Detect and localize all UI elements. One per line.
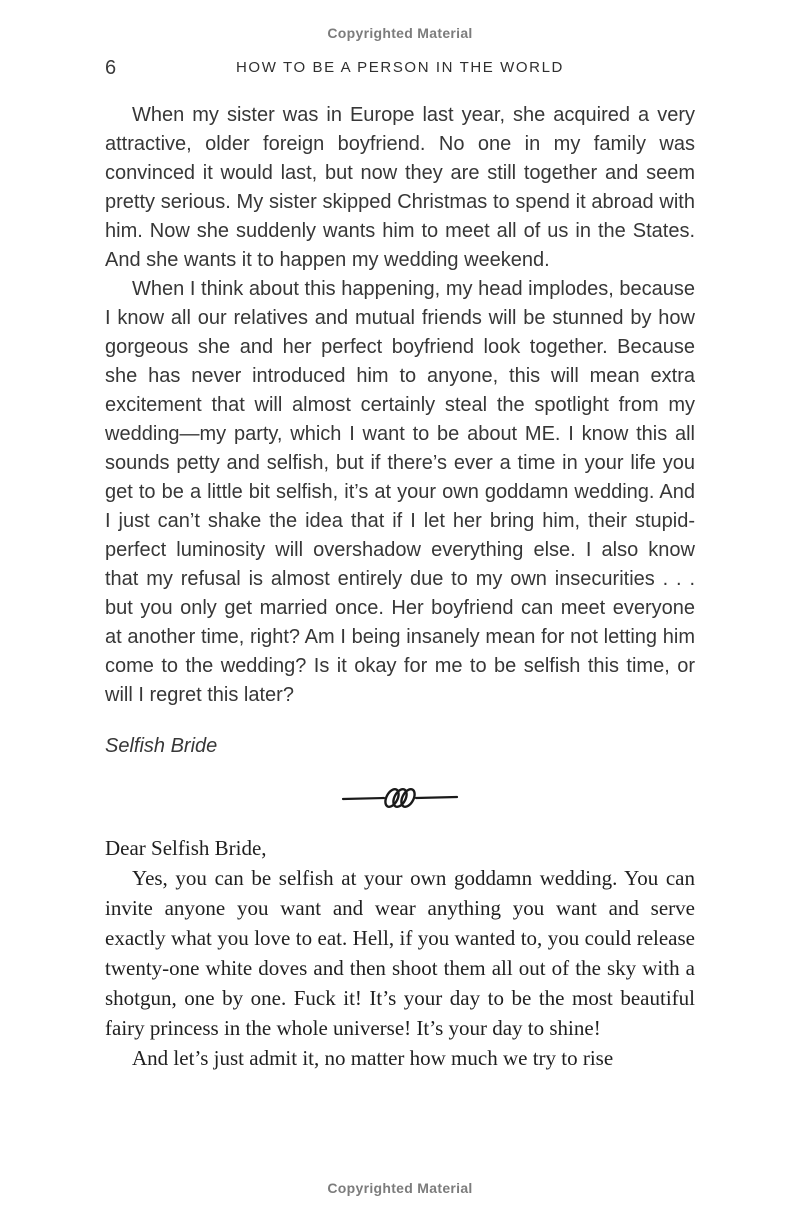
letter-paragraph-1: When my sister was in Europe last year, she acquired a very attractive, older foreign boyfriend. No one in my family was convinced it would last, but now they are still together and seem pretty serious. My sister skipped Christmas to spend it abroad with him. Now she suddenly wants him to meet all of us in the States. And she wants it to happen my wedding weekend.: [105, 104, 695, 271]
response-paragraph-1: Yes, you can be selfish at your own goddamn wedding. You can invite anyone you want and wear anything you want and serve exactly what you love to eat. Hell, if you wanted to, you could release twenty-one white doves and then shoot them all out of the sky with a shotgun, one by one. Fuck it! It’s your day to be the most beautiful fairy princess in the whole universe! It’s your day to shine!: [105, 866, 695, 1040]
letter-section: [105, 101, 695, 761]
running-header: HOW TO BE A PERSON IN THE WORLD: [236, 59, 564, 76]
letter-paragraph-2: When I think about this happening, my head implodes, because I know all our relatives and mutual friends will be stunned by how gorgeous she and her perfect boyfriend look together. Because she has never introduced him to anyone, this will mean extra excitement that will almost certainly steal the spotlight from my wedding—my party, which I want to be about ME. I know this all sounds petty and selfish, but if there’s ever a time in your life you get to be a little bit selfish, it’s at your own goddamn wedding. And I just can’t shake the idea that if I let her bring him, their stupid-perfect luminosity will overshadow everything else. I also know that my refusal is almost entirely due to my own insecurities . . . but you only get married once. Her boyfriend can meet everyone at another time, right? Am I being insanely mean for not letting him come to the wedding? Is it okay for me to be selfish this time, or will I regret this later?: [105, 278, 695, 706]
copyright-notice-top: Copyrighted Material: [327, 25, 473, 41]
page-header: [0, 57, 800, 81]
response-section: [105, 833, 695, 1073]
page-number: 6: [105, 57, 117, 79]
copyright-notice-bottom: Copyrighted Material: [327, 1180, 473, 1196]
letter-signature: Selfish Bride: [105, 735, 218, 757]
section-divider: [325, 785, 475, 811]
squiggle-divider-icon: [340, 785, 460, 811]
response-paragraph-2: And let’s just admit it, no matter how much we try to rise: [132, 1046, 614, 1070]
response-salutation: Dear Selfish Bride,: [105, 836, 267, 860]
